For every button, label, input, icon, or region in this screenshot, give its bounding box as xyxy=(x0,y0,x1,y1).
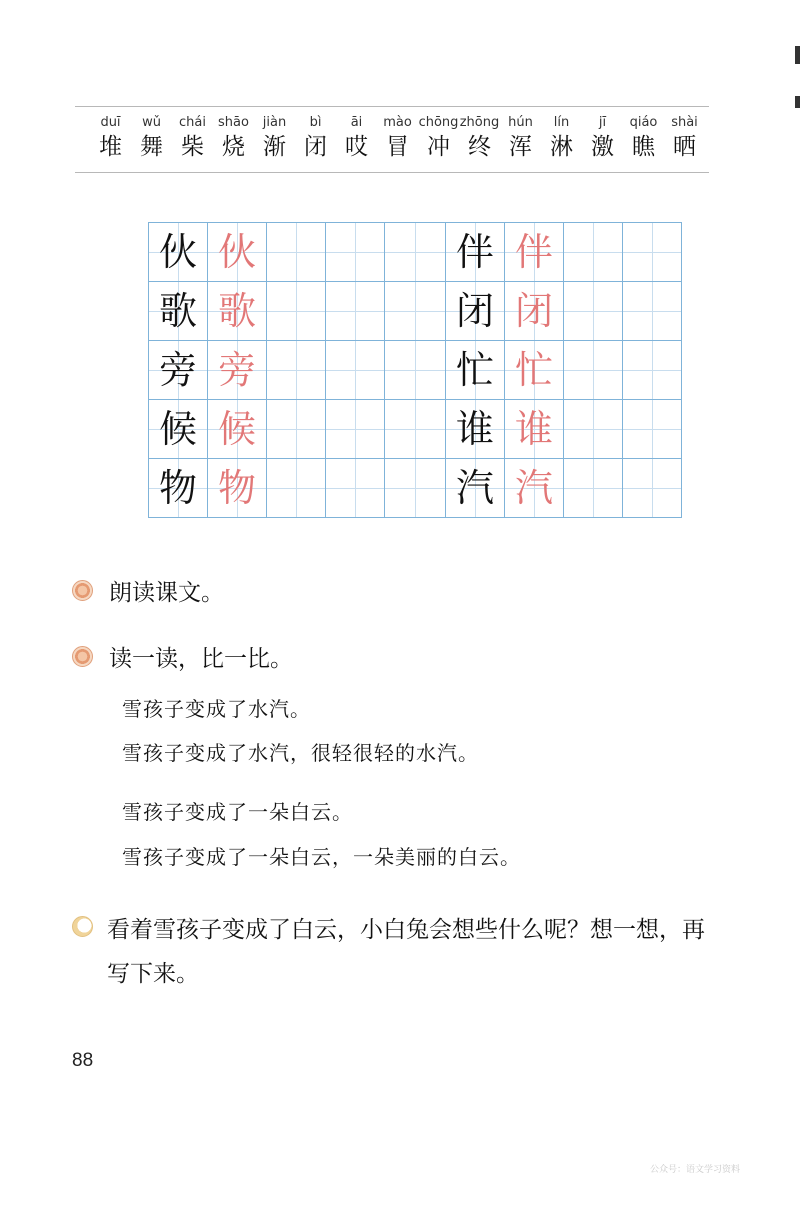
compare-sentence: 雪孩子变成了一朵白云。 xyxy=(122,800,353,824)
vocab-item xyxy=(541,114,582,162)
grid-row xyxy=(149,282,682,341)
grid-cell xyxy=(505,223,564,282)
trace-character: 汽 xyxy=(514,466,553,510)
model-character: 歌 xyxy=(158,289,197,333)
blank-writing-cell xyxy=(623,223,682,282)
vocab-item xyxy=(377,114,418,162)
vocab-hanzi: 冲 xyxy=(427,134,450,160)
model-character: 忙 xyxy=(455,348,494,392)
blank-writing-cell xyxy=(267,459,326,518)
grid-gap-cell xyxy=(385,282,446,341)
blank-writing-cell xyxy=(623,341,682,400)
grid-cell xyxy=(208,459,267,518)
blank-writing-cell xyxy=(623,282,682,341)
vocab-hanzi: 柴 xyxy=(181,134,204,160)
grid-cell xyxy=(505,341,564,400)
vocab-item xyxy=(459,114,500,162)
grid-cell xyxy=(149,341,208,400)
vocab-hanzi: 浑 xyxy=(509,134,532,160)
grid-cell xyxy=(446,341,505,400)
blank-writing-cell xyxy=(564,223,623,282)
task-compare-text: 读一读，比一比。 xyxy=(109,646,293,672)
grid-cell xyxy=(208,341,267,400)
vocab-hanzi: 激 xyxy=(591,134,614,160)
vocab-item xyxy=(500,114,541,162)
task-write-icon-row xyxy=(72,916,109,937)
trace-character: 谁 xyxy=(514,407,553,451)
vocab-pinyin: āi xyxy=(350,115,363,130)
model-character: 闭 xyxy=(455,289,494,333)
model-character: 物 xyxy=(158,466,197,510)
vocabulary-strip xyxy=(90,114,705,162)
vocab-pinyin: bì xyxy=(309,115,322,130)
trace-character: 伴 xyxy=(514,230,553,274)
grid-cell xyxy=(505,400,564,459)
vocab-hanzi: 哎 xyxy=(345,134,368,160)
grid-gap-cell xyxy=(385,223,446,282)
grid-gap-cell xyxy=(385,459,446,518)
blank-writing-cell xyxy=(564,282,623,341)
grid-cell xyxy=(446,282,505,341)
trace-character: 旁 xyxy=(217,348,256,392)
grid-cell xyxy=(208,400,267,459)
vocab-pinyin: lín xyxy=(553,115,570,130)
model-character: 伴 xyxy=(455,230,494,274)
grid-gap-cell xyxy=(385,400,446,459)
vocab-hanzi: 烧 xyxy=(222,134,245,160)
blank-writing-cell xyxy=(564,400,623,459)
grid-cell xyxy=(149,459,208,518)
compare-sentence: 雪孩子变成了水汽。 xyxy=(122,697,311,721)
task-read-aloud-text: 朗读课文。 xyxy=(109,580,224,606)
vocab-item xyxy=(664,114,705,162)
blank-writing-cell xyxy=(326,400,385,459)
vocab-pinyin: wǔ xyxy=(142,115,161,130)
vocab-bottom-rule xyxy=(75,172,709,173)
model-character: 旁 xyxy=(158,348,197,392)
grid-cell xyxy=(446,223,505,282)
vocab-hanzi: 堆 xyxy=(99,134,122,160)
blank-writing-cell xyxy=(267,341,326,400)
grid-cell xyxy=(149,400,208,459)
trace-character: 候 xyxy=(217,407,256,451)
blank-writing-cell xyxy=(326,223,385,282)
grid-cell xyxy=(149,282,208,341)
trace-character: 闭 xyxy=(514,289,553,333)
vocab-item xyxy=(172,114,213,162)
vocab-item xyxy=(295,114,336,162)
blank-writing-cell xyxy=(623,459,682,518)
task-badge-icon xyxy=(72,580,93,601)
task-badge-icon xyxy=(72,646,93,667)
vocab-pinyin: hún xyxy=(508,115,533,130)
grid-cell xyxy=(505,282,564,341)
blank-writing-cell xyxy=(326,341,385,400)
page-edge-mark xyxy=(795,96,800,108)
vocab-hanzi: 瞧 xyxy=(632,134,655,160)
trace-character: 物 xyxy=(217,466,256,510)
grid-row xyxy=(149,400,682,459)
trace-character: 歌 xyxy=(217,289,256,333)
vocab-item xyxy=(213,114,254,162)
vocab-hanzi: 闭 xyxy=(304,134,327,160)
grid-cell xyxy=(149,223,208,282)
vocab-pinyin: shài xyxy=(671,115,698,130)
vocab-item xyxy=(90,114,131,162)
vocab-item xyxy=(254,114,295,162)
blank-writing-cell xyxy=(564,459,623,518)
writing-grid xyxy=(148,222,682,518)
vocab-hanzi: 终 xyxy=(468,134,491,160)
vocab-item xyxy=(336,114,377,162)
moon-badge-icon xyxy=(72,916,93,937)
vocab-pinyin: mào xyxy=(383,115,412,130)
grid-cell xyxy=(505,459,564,518)
blank-writing-cell xyxy=(267,282,326,341)
vocab-hanzi: 淋 xyxy=(550,134,573,160)
task-read-aloud xyxy=(72,574,224,607)
model-character: 候 xyxy=(158,407,197,451)
blank-writing-cell xyxy=(267,400,326,459)
grid-row xyxy=(149,459,682,518)
vocab-pinyin: duī xyxy=(100,115,121,130)
model-character: 汽 xyxy=(455,466,494,510)
vocab-pinyin: shāo xyxy=(218,115,249,130)
blank-writing-cell xyxy=(326,459,385,518)
trace-character: 伙 xyxy=(217,230,256,274)
blank-writing-cell xyxy=(326,282,385,341)
blank-writing-cell xyxy=(267,223,326,282)
vocab-pinyin: zhōng xyxy=(459,115,500,130)
vocab-pinyin: qiáo xyxy=(629,115,658,130)
grid-cell xyxy=(208,223,267,282)
task-compare xyxy=(72,640,293,673)
vocab-item xyxy=(418,114,459,162)
vocab-hanzi: 冒 xyxy=(386,134,409,160)
blank-writing-cell xyxy=(623,400,682,459)
grid-gap-cell xyxy=(385,341,446,400)
grid-row xyxy=(149,223,682,282)
vocab-pinyin: chái xyxy=(179,115,206,130)
page-number: 88 xyxy=(72,1050,94,1071)
grid-cell xyxy=(446,400,505,459)
vocab-pinyin: chōng xyxy=(418,115,459,130)
vocab-top-rule xyxy=(75,106,709,107)
grid-cell xyxy=(208,282,267,341)
compare-sentence: 雪孩子变成了一朵白云，一朵美丽的白云。 xyxy=(122,845,521,869)
grid-cell xyxy=(446,459,505,518)
vocab-pinyin: jī xyxy=(598,115,607,130)
trace-character: 忙 xyxy=(514,348,553,392)
vocab-pinyin: jiàn xyxy=(262,115,287,130)
vocab-item xyxy=(623,114,664,162)
page-edge-mark xyxy=(795,46,800,64)
vocab-item xyxy=(582,114,623,162)
vocab-item xyxy=(131,114,172,162)
watermark: 公众号：语文学习资料 xyxy=(650,1165,741,1175)
vocab-hanzi: 渐 xyxy=(263,134,286,160)
model-character: 伙 xyxy=(158,230,197,274)
compare-sentence: 雪孩子变成了水汽，很轻很轻的水汽。 xyxy=(122,741,479,765)
vocab-hanzi: 晒 xyxy=(673,134,696,160)
task-write-text: 看着雪孩子变成了白云，小白兔会想些什么呢？想一想，再写下来。 xyxy=(107,917,705,987)
vocab-hanzi: 舞 xyxy=(140,134,163,160)
model-character: 谁 xyxy=(455,407,494,451)
blank-writing-cell xyxy=(564,341,623,400)
grid-row xyxy=(149,341,682,400)
